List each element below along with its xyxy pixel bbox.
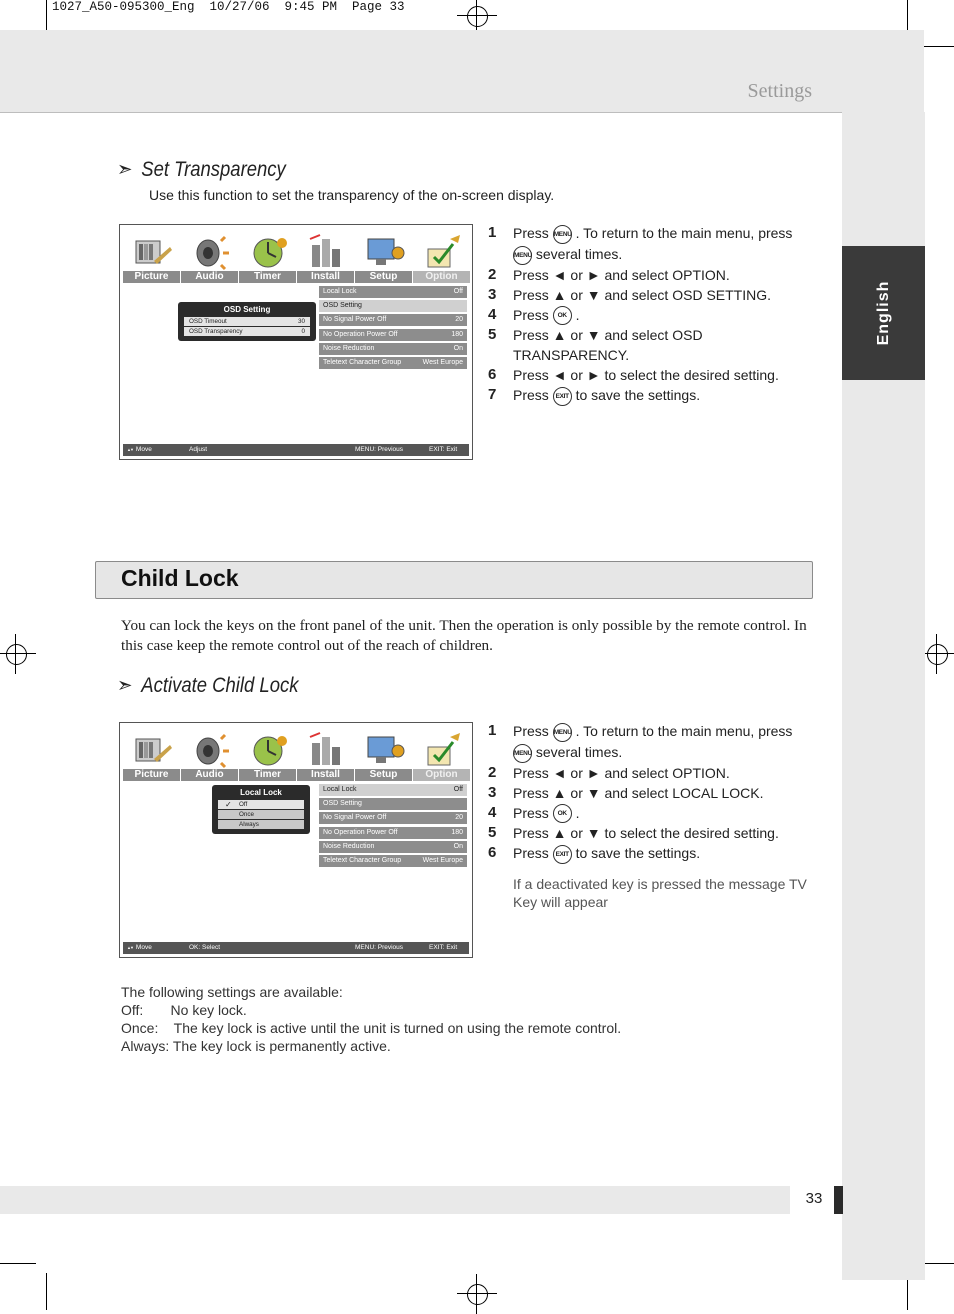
menu-row-label: Noise Reduction	[323, 344, 375, 352]
ok-button-icon: OK	[553, 804, 572, 823]
tab-label: Setup	[355, 271, 412, 283]
menu-row[interactable]	[319, 855, 467, 867]
step-text	[513, 327, 703, 363]
tab-label: Option	[413, 271, 470, 283]
transparency-steps	[488, 223, 808, 406]
tab-label: Setup	[355, 769, 412, 781]
crop-mark	[46, 0, 47, 30]
menu-tab-bar	[123, 228, 471, 283]
step-text: Press	[513, 723, 549, 739]
submenu-title: Local Lock	[240, 788, 282, 797]
menu-row-label: Local Lock	[323, 288, 357, 295]
move-hint	[127, 942, 152, 954]
menu-row-label: OSD Setting	[323, 800, 362, 808]
step-item	[488, 823, 808, 843]
submenu-row-label: OSD Transparency	[189, 328, 243, 335]
step-item	[488, 285, 808, 305]
menu-row-value: Off	[453, 288, 463, 295]
step-text	[513, 825, 779, 841]
step-number: 7	[488, 386, 497, 404]
submenu-popup	[212, 785, 310, 834]
exit-button-icon: EXIT	[553, 387, 572, 406]
menu-button-icon: MENU	[513, 246, 532, 265]
step-text: .	[575, 804, 580, 821]
menu-row[interactable]	[319, 812, 467, 824]
step-number: 4	[488, 803, 497, 821]
child-lock-paragraph: You can lock the keys on the front panel of the unit. Then the operation is only possible by the remote control. In this case keep the remote control out of the reach of children.	[121, 617, 807, 654]
tv-menu-screen	[119, 224, 473, 460]
step-number: 2	[488, 265, 497, 283]
menu-button-icon: MENU	[553, 723, 572, 742]
menu-row[interactable]	[319, 841, 467, 853]
tab-label: Option	[413, 769, 470, 781]
menu-row-value: West Europe	[422, 856, 463, 864]
step-item	[488, 783, 808, 803]
step-number: 3	[488, 285, 497, 303]
menu-row[interactable]	[319, 314, 467, 326]
step-text: . To return to the main menu, press	[575, 723, 793, 739]
tab-timer[interactable]	[239, 726, 296, 781]
arrow-icon: ➣	[117, 158, 133, 181]
tab-label: Picture	[123, 271, 180, 283]
option-icon	[420, 231, 464, 271]
step-text: Press ▲ or ▼ to select the desired setting.	[513, 825, 779, 842]
submenu-row[interactable]	[184, 327, 310, 336]
menu-row[interactable]	[319, 329, 467, 341]
crop-mark	[0, 1263, 36, 1264]
step-text: to save the settings.	[575, 845, 701, 862]
menu-button-icon: MENU	[553, 225, 572, 244]
submenu-row[interactable]	[218, 810, 304, 819]
step-text: several times.	[535, 245, 623, 262]
menu-row-value: West Europe	[422, 358, 463, 366]
menu-row-value: 180	[451, 330, 463, 338]
child-lock-title-bar	[95, 561, 813, 599]
tab-label: Timer	[239, 271, 296, 283]
menu-row-label: No Operation Power Off	[323, 828, 398, 836]
submenu-row-value: 0	[301, 328, 305, 335]
page-title: Child Lock	[121, 565, 239, 591]
tab-label: Audio	[181, 769, 238, 781]
exit-hint: EXIT: Exit	[429, 446, 458, 453]
step-number: 4	[488, 305, 497, 323]
audio-icon	[188, 729, 232, 769]
step-text: Press	[513, 845, 549, 862]
menu-row-label: OSD Setting	[323, 302, 362, 310]
menu-footer	[123, 942, 469, 954]
updown-icon: ▲▼	[127, 447, 133, 452]
tab-audio[interactable]	[181, 726, 238, 781]
step-text: .	[575, 306, 580, 323]
step-number: 2	[488, 763, 497, 781]
step-text	[513, 225, 792, 262]
picture-icon	[130, 231, 174, 271]
step-text: Press	[513, 225, 549, 241]
print-slug: 1027_A50-095300_Eng 10/27/06 9:45 PM Page 33	[52, 0, 405, 14]
crop-mark	[907, 0, 908, 30]
tab-setup[interactable]	[355, 726, 412, 781]
section-title: Settings	[747, 80, 812, 102]
step-text: several times.	[535, 743, 623, 760]
audio-icon	[188, 231, 232, 271]
settings-intro: The following settings are available:	[121, 984, 343, 1000]
menu-row-value: On	[453, 842, 463, 850]
step-text	[513, 805, 579, 821]
menu-row-label: No Operation Power Off	[323, 330, 398, 338]
tab-timer[interactable]	[239, 228, 296, 283]
tab-option[interactable]	[413, 228, 470, 283]
submenu-row-value: 30	[297, 318, 305, 325]
step-text	[513, 287, 771, 303]
step-text: Press ▲ or ▼ and select OSD SETTING.	[513, 286, 772, 303]
transparency-intro: Use this function to set the transparency of the on-screen display.	[149, 187, 555, 203]
option-menu	[319, 286, 467, 371]
menu-row-value: 180	[451, 828, 463, 836]
menu-row-label: Teletext Character Group	[323, 358, 402, 366]
step-item	[488, 843, 808, 864]
tab-install[interactable]	[297, 228, 354, 283]
step-item	[488, 803, 808, 824]
tab-picture[interactable]	[123, 228, 180, 283]
tab-label: Install	[297, 769, 354, 781]
menu-hint: MENU: Previous	[355, 944, 404, 951]
step-text	[513, 367, 779, 383]
step-text: Press	[513, 804, 549, 821]
setup-icon	[362, 231, 406, 271]
submenu-row[interactable]	[218, 800, 304, 809]
arrow-icon: ➣	[117, 674, 133, 697]
crop-mark	[46, 1273, 47, 1310]
step-text: Press ▲ or ▼ and select LOCAL LOCK.	[513, 784, 764, 801]
step-item	[488, 385, 808, 406]
menu-footer	[123, 444, 469, 456]
step-text	[513, 785, 764, 801]
timer-icon	[246, 729, 290, 769]
action-hint: Adjust	[189, 446, 208, 453]
ok-button-icon: OK	[553, 306, 572, 325]
step-text	[513, 845, 700, 861]
child-lock-steps	[488, 721, 808, 864]
menu-row-value: 20	[455, 316, 463, 324]
menu-hint: MENU: Previous	[355, 446, 404, 453]
setup-icon	[362, 729, 406, 769]
tab-picture[interactable]	[123, 726, 180, 781]
step-item	[488, 365, 808, 385]
install-icon	[304, 729, 348, 769]
submenu-row[interactable]	[184, 317, 310, 326]
menu-row-value: 20	[455, 814, 463, 822]
tv-menu-screen	[119, 722, 473, 958]
submenu-row-label: Off	[239, 801, 248, 808]
menu-row[interactable]	[319, 798, 467, 810]
option-menu	[319, 784, 467, 869]
menu-row-label: No Signal Power Off	[323, 814, 387, 822]
step-item	[488, 325, 808, 365]
child-lock-note: If a deactivated key is pressed the message TV Key will appear	[513, 876, 807, 910]
menu-row[interactable]	[319, 357, 467, 369]
submenu-title: OSD Setting	[223, 305, 271, 314]
menu-row[interactable]	[319, 827, 467, 839]
step-text	[513, 387, 700, 403]
step-item	[488, 265, 808, 285]
tab-label: Audio	[181, 271, 238, 283]
step-text: Press ▲ or ▼ and select OSD TRANSPARENCY.	[513, 327, 703, 364]
step-text: Press ◄ or ► and select OPTION.	[513, 764, 730, 781]
picture-icon	[130, 729, 174, 769]
updown-icon: ▲▼	[127, 945, 133, 950]
submenu-row-label: OSD Timeout	[189, 318, 227, 325]
tab-label: Install	[297, 271, 354, 283]
step-item	[488, 763, 808, 783]
step-text: Press	[513, 306, 549, 323]
registration-mark	[457, 1274, 497, 1314]
menu-row-label: Noise Reduction	[323, 842, 375, 850]
menu-row[interactable]	[319, 784, 467, 796]
menu-row-value: Off	[453, 786, 463, 793]
step-number: 6	[488, 366, 497, 384]
submenu-row-label: Always	[239, 821, 259, 828]
install-icon	[304, 231, 348, 271]
menu-row-value: On	[453, 344, 463, 352]
menu-button-icon: MENU	[513, 744, 532, 763]
footer-band	[0, 1186, 790, 1214]
step-text	[513, 765, 730, 781]
step-item	[488, 223, 808, 265]
settings-item: Always: The key lock is permanently active.	[121, 1038, 391, 1054]
move-label: Move	[135, 446, 152, 453]
tab-audio[interactable]	[181, 228, 238, 283]
move-hint	[127, 444, 152, 456]
registration-mark	[0, 634, 36, 674]
action-hint: OK: Select	[189, 944, 221, 951]
exit-button-icon: EXIT	[553, 845, 572, 864]
menu-tab-bar	[123, 726, 471, 781]
option-icon	[420, 729, 464, 769]
timer-icon	[246, 231, 290, 271]
tab-label: Picture	[123, 769, 180, 781]
step-number: 5	[488, 326, 497, 344]
move-label: Move	[135, 944, 152, 951]
step-text	[513, 723, 792, 760]
step-number: 5	[488, 824, 497, 842]
step-text	[513, 307, 579, 323]
step-text: Press ◄ or ► to select the desired setting.	[513, 367, 779, 384]
activate-heading: ➣ Activate Child Lock	[117, 674, 299, 697]
settings-item: Once: The key lock is active until the unit is turned on using the remote control.	[121, 1020, 622, 1036]
step-text: . To return to the main menu, press	[575, 225, 793, 241]
tab-label: Timer	[239, 769, 296, 781]
tab-option[interactable]	[413, 726, 470, 781]
step-number: 1	[488, 224, 497, 241]
submenu-popup	[178, 302, 316, 341]
step-number: 6	[488, 844, 497, 862]
step-text: Press	[513, 387, 549, 404]
language-tab: English	[842, 246, 925, 380]
settings-item: Off: No key lock.	[121, 1002, 247, 1018]
page-marker	[834, 1186, 843, 1214]
menu-row-label: No Signal Power Off	[323, 316, 387, 324]
submenu-row-label: Once	[239, 811, 255, 818]
menu-row[interactable]	[319, 286, 467, 298]
menu-row[interactable]	[319, 300, 467, 312]
menu-row-label: Teletext Character Group	[323, 856, 402, 864]
step-item	[488, 305, 808, 326]
settings-list	[121, 983, 821, 1055]
check-icon: ✓	[225, 800, 232, 809]
step-text: Press ◄ or ► and select OPTION.	[513, 266, 730, 283]
page-number: 33	[805, 1190, 823, 1207]
step-text: to save the settings.	[575, 387, 701, 404]
menu-row-label: Local Lock	[323, 786, 357, 793]
tab-install[interactable]	[297, 726, 354, 781]
transparency-heading: ➣ Set Transparency	[117, 158, 286, 181]
exit-hint: EXIT: Exit	[429, 944, 458, 951]
step-item	[488, 721, 808, 763]
step-text	[513, 267, 730, 283]
submenu-row[interactable]	[218, 820, 304, 829]
step-number: 3	[488, 783, 497, 801]
tab-setup[interactable]	[355, 228, 412, 283]
step-number: 1	[488, 722, 497, 739]
menu-row[interactable]	[319, 343, 467, 355]
